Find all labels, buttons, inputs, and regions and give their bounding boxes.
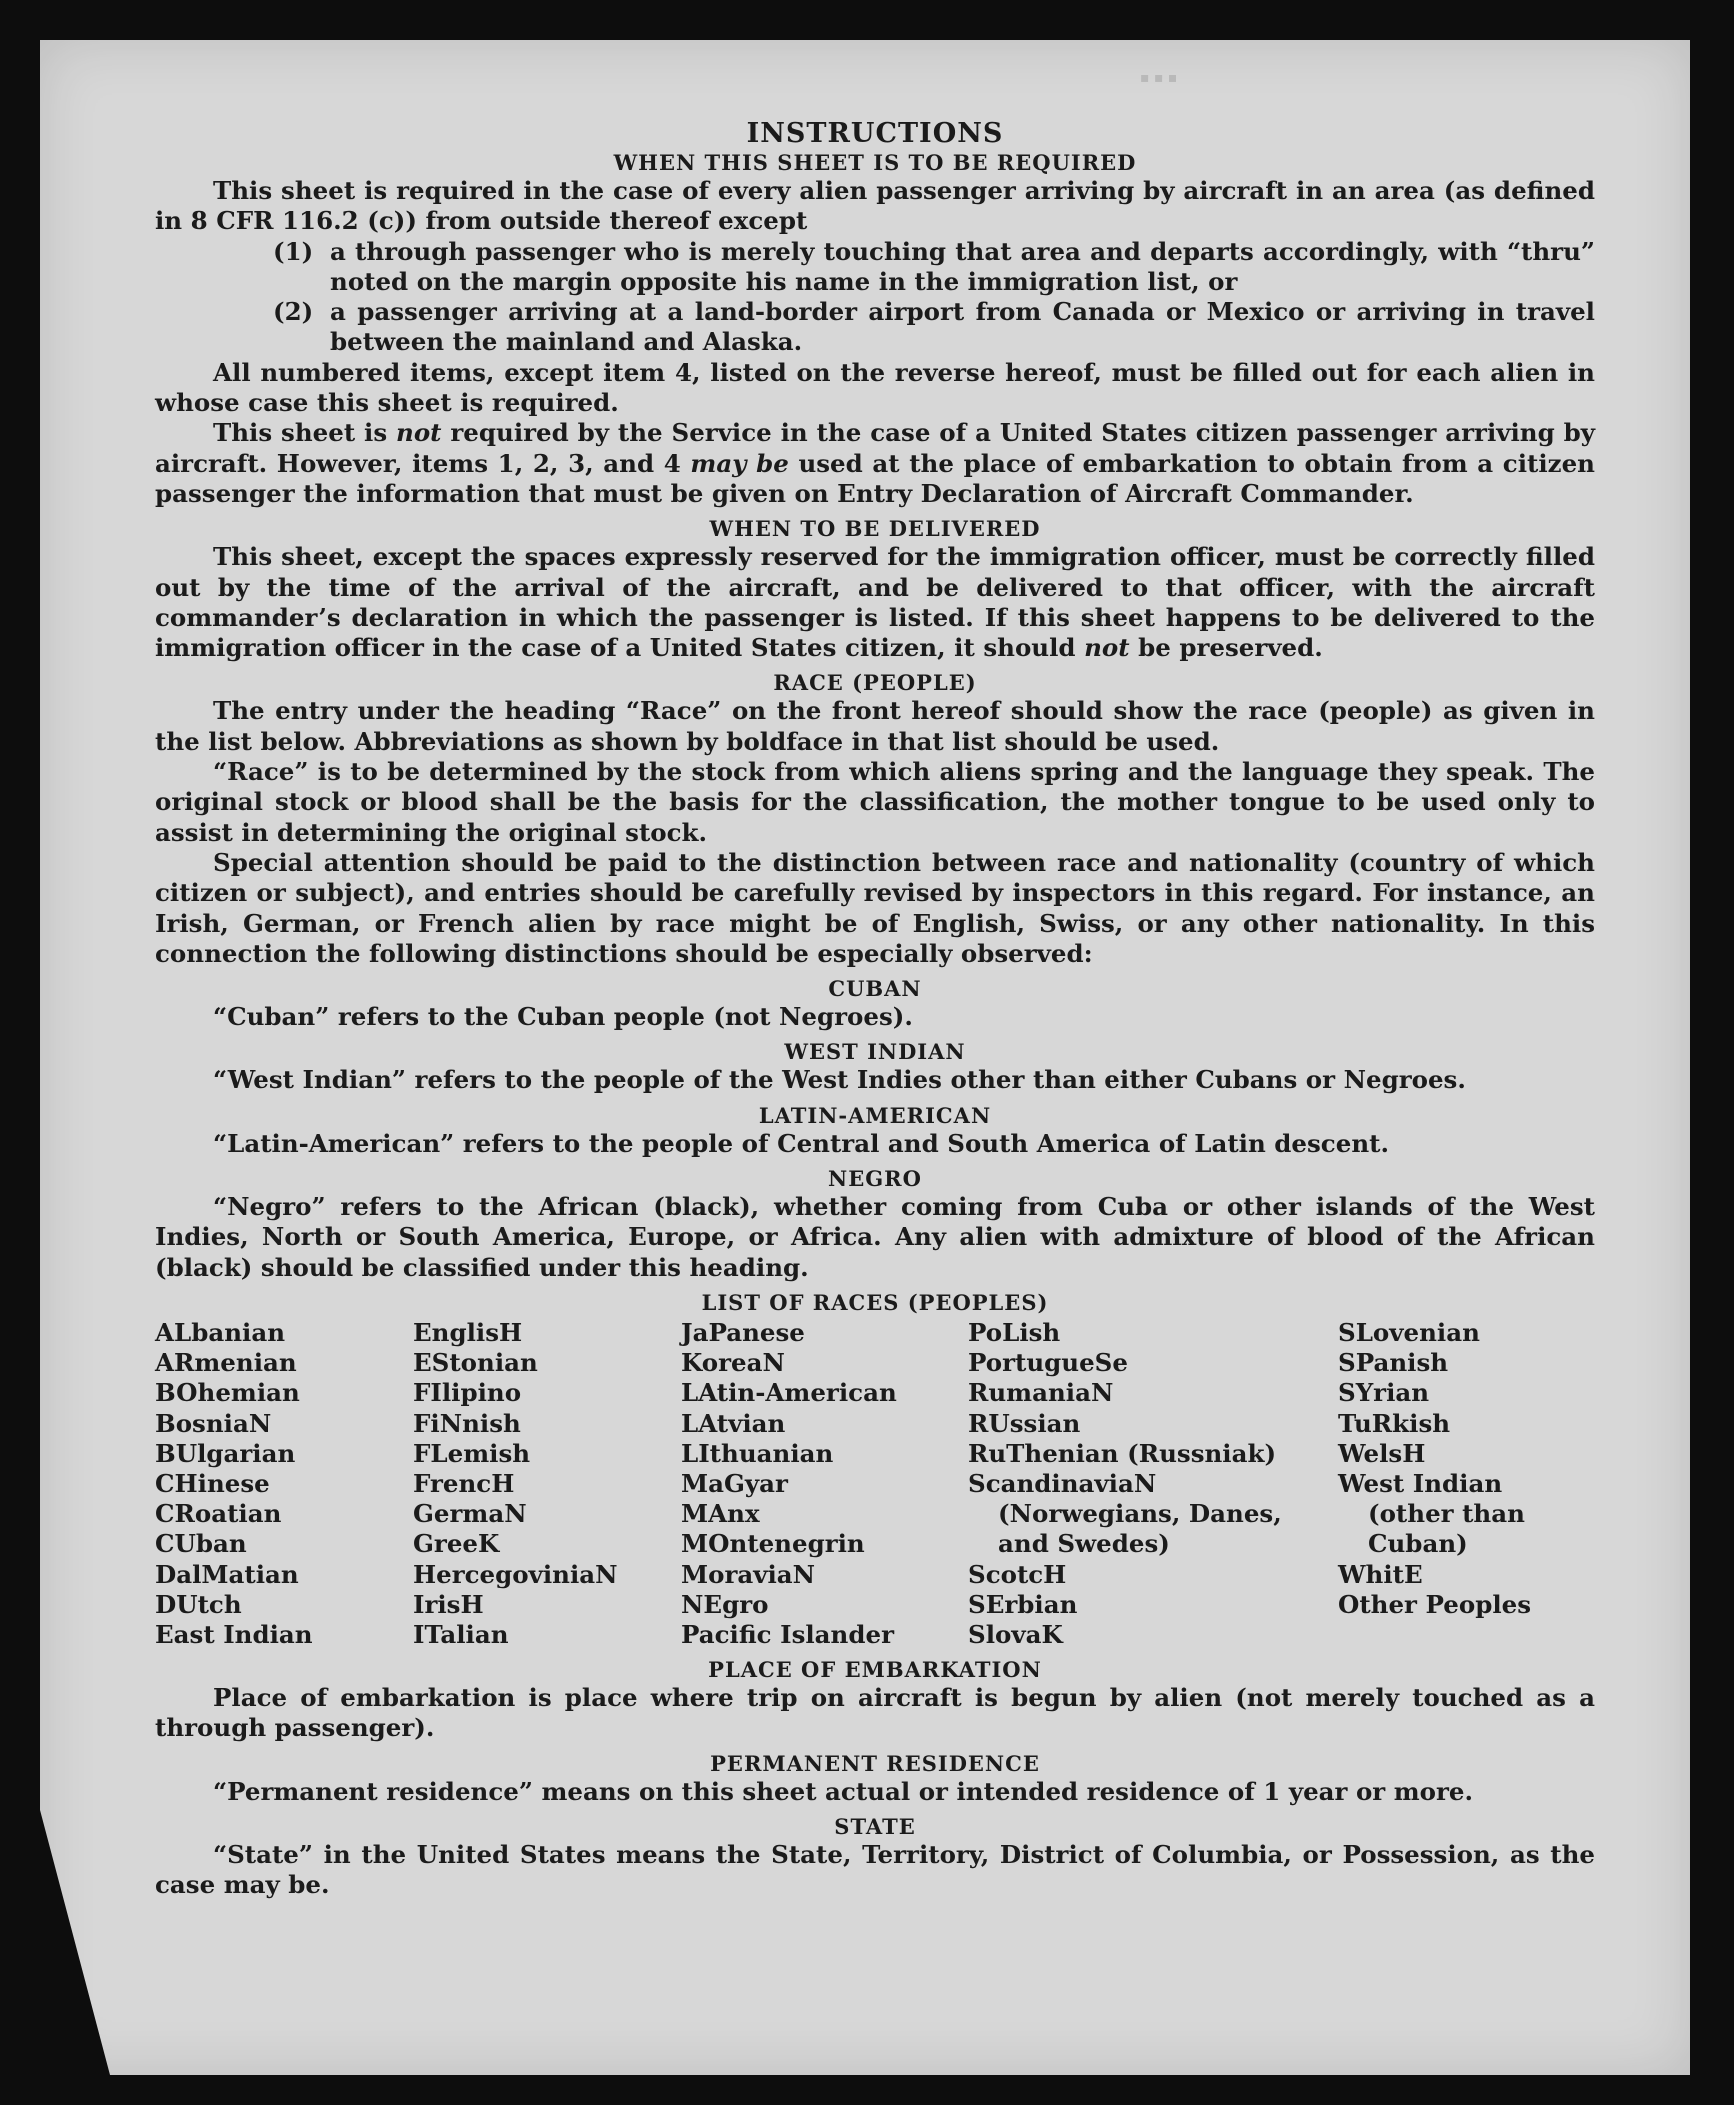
paragraph-embarkation: Place of embarkation is place where trip on aircraft is begun by alien (not merely touched as a through passenger). bbox=[155, 1683, 1595, 1743]
races-column-5 bbox=[1338, 1318, 1595, 1650]
race-item: BUlgarian bbox=[155, 1438, 296, 1468]
paragraph-when-delivered: This sheet, except the spaces expressly reserved for the immigration officer, must be correctly filled out by the time of the arrival of the aircraft, and be delivered to that officer, with the aircraft commander’s declaration in which the passenger is listed. If this sheet happens to be delivered to the immigration officer in the case of a United States citizen, it should not be preserved. bbox=[155, 542, 1595, 663]
race-item: SPanish bbox=[1338, 1348, 1449, 1378]
race-item: SErbian bbox=[968, 1589, 1078, 1619]
instructions-body bbox=[155, 118, 1595, 1901]
exception-number: (1) bbox=[273, 236, 314, 266]
paragraph-race-3: Special attention should be paid to the distinction between race and nationality (country of which citizen or subject), and entries should be carefully revised by inspectors in this regard. For instance, an Irish, German, or French alien by race might be of English, Swiss, or any other nationality. In this connection the following distinctions should be especially observed: bbox=[155, 847, 1595, 968]
heading-latin-american: LATIN-AMERICAN bbox=[758, 1102, 992, 1128]
races-column-4 bbox=[968, 1318, 1338, 1650]
exception-text: a through passenger who is merely touching that area and departs accordingly, with “thru” noted on the margin opposite his name in the immigration list, or bbox=[330, 236, 1595, 296]
race-item: West Indian (other than Cuban) bbox=[1338, 1468, 1525, 1559]
race-item: IrisH bbox=[413, 1589, 484, 1619]
race-item: KoreaN bbox=[681, 1348, 785, 1378]
race-item: WhitE bbox=[1338, 1559, 1423, 1589]
race-item: SYrian bbox=[1338, 1378, 1430, 1408]
race-item: FIlipino bbox=[413, 1378, 522, 1408]
race-item: MoraviaN bbox=[681, 1559, 816, 1589]
race-item: ALbanian bbox=[155, 1317, 286, 1347]
paragraph-latin-american: “Latin-American” refers to the people of Central and South America of Latin descent. bbox=[213, 1128, 1389, 1158]
race-item: RUssian bbox=[968, 1408, 1081, 1438]
races-column-2 bbox=[413, 1318, 681, 1650]
paragraph-citizen: This sheet is not required by the Service in the case of a United States citizen passenger arriving by aircraft. However, items 1, 2, 3, and 4 may be used at the place of embarkation to obtain from a citizen passenger the information that must be given on Entry Declaration of Aircraft Commander. bbox=[155, 418, 1596, 508]
paragraph-numbered-items: All numbered items, except item 4, listed on the reverse hereof, must be filled out for each alien in whose case this sheet is required. bbox=[155, 357, 1595, 418]
race-item: NEgro bbox=[681, 1589, 769, 1619]
paragraph-state: “State” in the United States means the State, Territory, District of Columbia, or Possession, as the case may be. bbox=[155, 1840, 1595, 1900]
race-item: WelsH bbox=[1338, 1438, 1426, 1468]
race-item: CHinese bbox=[155, 1468, 270, 1498]
race-item: RumaniaN bbox=[968, 1378, 1114, 1408]
race-item: HercegoviniaN bbox=[413, 1559, 618, 1589]
races-column-1 bbox=[155, 1318, 413, 1650]
race-item: Pacific Islander bbox=[681, 1619, 894, 1649]
race-item: FrencH bbox=[413, 1468, 515, 1498]
race-item: LIthuanian bbox=[681, 1438, 834, 1468]
heading-when-delivered: WHEN TO BE DELIVERED bbox=[709, 516, 1041, 542]
page-title: INSTRUCTIONS bbox=[746, 118, 1004, 149]
exception-item-2 bbox=[155, 297, 1595, 358]
race-item: GreeK bbox=[413, 1529, 500, 1559]
race-item: EStonian bbox=[413, 1348, 538, 1378]
heading-negro: NEGRO bbox=[828, 1166, 922, 1192]
race-item: ScotcH bbox=[968, 1559, 1067, 1589]
race-item: EnglisH bbox=[413, 1317, 523, 1347]
heading-west-indian: WEST INDIAN bbox=[784, 1039, 966, 1065]
bleed-through-header: ▪ ▪ ▪ bbox=[1140, 70, 1178, 86]
race-item: PortugueSe bbox=[968, 1348, 1128, 1378]
exception-item-1 bbox=[155, 237, 1595, 298]
heading-cuban: CUBAN bbox=[828, 976, 922, 1002]
heading-permanent-residence: PERMANENT RESIDENCE bbox=[710, 1750, 1040, 1776]
paragraph-race-2: “Race” is to be determined by the stock from which aliens spring and the language they speak. The original stock or blood shall be the basis for the classification, the mother tongue to be used only to assist in determining the original stock. bbox=[155, 757, 1595, 847]
paragraph-when-required: This sheet is required in the case of every alien passenger arriving by aircraft in an area (as defined in 8 CFR 116.2 (c)) from outside thereof except bbox=[155, 176, 1595, 236]
paragraph-west-indian: “West Indian” refers to the people of the West Indies other than either Cubans or Negroes. bbox=[213, 1065, 1466, 1095]
heading-when-required: WHEN THIS SHEET IS TO BE REQUIRED bbox=[613, 150, 1137, 175]
race-item: JaPanese bbox=[681, 1317, 805, 1347]
race-item: CUban bbox=[155, 1529, 247, 1559]
exception-number: (2) bbox=[273, 297, 314, 327]
heading-embarkation: PLACE OF EMBARKATION bbox=[708, 1657, 1042, 1683]
race-item: LAtin-American bbox=[681, 1378, 897, 1408]
race-item: MOntenegrin bbox=[681, 1529, 865, 1559]
race-item: FiNnish bbox=[413, 1408, 521, 1438]
page-corner-cut bbox=[40, 1810, 110, 2075]
race-item: GermaN bbox=[413, 1499, 527, 1529]
races-column-3 bbox=[681, 1318, 968, 1650]
race-item: MaGyar bbox=[681, 1468, 788, 1498]
race-item: PoLish bbox=[968, 1317, 1061, 1347]
heading-list-of-races: LIST OF RACES (PEOPLES) bbox=[701, 1289, 1049, 1315]
race-item: DalMatian bbox=[155, 1559, 299, 1589]
race-item: BosniaN bbox=[155, 1408, 272, 1438]
paragraph-race-1: The entry under the heading “Race” on the front hereof should show the race (people) as given in the list below. Abbreviations as shown by boldface in that list should be used. bbox=[155, 696, 1595, 756]
paragraph-cuban: “Cuban” refers to the Cuban people (not Negroes). bbox=[213, 1002, 913, 1032]
heading-race: RACE (PEOPLE) bbox=[773, 670, 977, 696]
race-item: ScandinaviaN (Norwegians, Danes, and Swedes) bbox=[968, 1468, 1282, 1559]
race-item: East Indian bbox=[155, 1619, 313, 1649]
race-item: LAtvian bbox=[681, 1408, 786, 1438]
race-item: CRoatian bbox=[155, 1499, 282, 1529]
heading-state: STATE bbox=[834, 1814, 916, 1840]
race-item: Other Peoples bbox=[1338, 1589, 1532, 1619]
race-item: SLovenian bbox=[1338, 1317, 1480, 1347]
paragraph-negro: “Negro” refers to the African (black), whether coming from Cuba or other islands of the West Indies, North or South America, Europe, or Africa. Any alien with admixture of blood of the African (black) should be classified under this heading. bbox=[155, 1192, 1595, 1282]
race-item: ITalian bbox=[413, 1619, 509, 1649]
race-item: ARmenian bbox=[155, 1348, 297, 1378]
race-item: BOhemian bbox=[155, 1378, 300, 1408]
races-list bbox=[155, 1318, 1595, 1650]
race-item: FLemish bbox=[413, 1438, 531, 1468]
paragraph-permanent-residence: “Permanent residence” means on this sheet actual or intended residence of 1 year or more. bbox=[213, 1776, 1474, 1806]
race-item: MAnx bbox=[681, 1499, 760, 1529]
race-item: SlovaK bbox=[968, 1619, 1063, 1649]
race-item: RuThenian (Russniak) bbox=[968, 1438, 1277, 1468]
exception-text: a passenger arriving at a land-border airport from Canada or Mexico or arriving in travel between the mainland and Alaska. bbox=[330, 297, 1595, 357]
race-item: TuRkish bbox=[1338, 1408, 1451, 1438]
race-item: DUtch bbox=[155, 1589, 242, 1619]
